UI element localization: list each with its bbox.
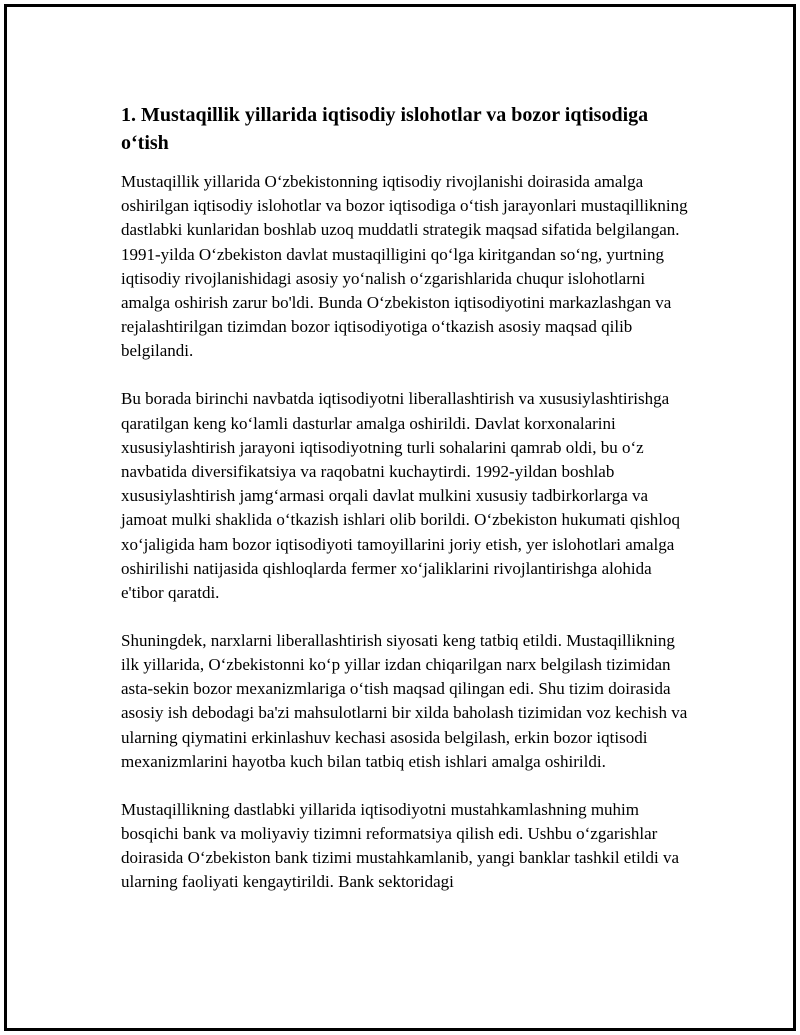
paragraph-4: Mustaqillikning dastlabki yillarida iqtisodiyotni mustahkamlashning muhim bosqichi bank va moliyaviy tizimni reformatsiya qilish edi. Ushbu o‘zgarishlar doirasida O‘zbekiston bank tizimi mustahkamlanib, yangi banklar tashkil etildi va ularning faoliyati kengaytirildi. Bank sektoridagi bbox=[121, 799, 680, 892]
document-body bbox=[121, 101, 693, 895]
paragraph-2: Bu borada birinchi navbatda iqtisodiyotni liberallashtirish va xususiylashtirishga qaratilgan keng ko‘lamli dasturlar amalga oshirildi. Davlat korxonalarini xususiylashtirish jarayoni iqtisodiyotning turli sohalarini qamrab oldi, bu o‘z navbatida diversifikatsiya va raqobatni kuchaytirdi. 1992-yildan boshlab xususiylashtirish jamg‘armasi orqali davlat mulkini xususiy tadbirkorlarga va jamoat mulki shaklida o‘tkazish ishlari olib borildi. O‘zbekiston hukumati qishloq xo‘jaligida ham bozor iqtisodiyoti tamoyillarini joriy etish, yer islohotlari amalga oshirilishi natijasida qishloqlarda fermer xo‘jaliklarini rivojlantirishga alohida e'tibor qaratdi. bbox=[121, 389, 681, 602]
page-frame bbox=[4, 4, 796, 1031]
paragraph-1: Mustaqillik yillarida O‘zbekistonning iqtisodiy rivojlanishi doirasida amalga oshirilgan iqtisodiy islohotlar va bozor iqtisodiga o‘tish jarayonlari mustaqillikning dastlabki kunlaridan boshlab uzoq muddatli strategik maqsad sifatida belgilangan. 1991-yilda O‘zbekiston davlat mustaqilligini qo‘lga kiritgandan so‘ng, yurtning iqtisodiy rivojlanishidagi asosiy yo‘nalish o‘zgarishlarida chuqur islohotlarni amalga oshirish zarur bo'ldi. Bunda O‘zbekiston iqtisodiyotini markazlashgan va rejalashtirilgan tizimdan bozor iqtisodiyotiga o‘tkazish asosiy maqsad qilib belgilandi. bbox=[121, 172, 688, 361]
paragraph-3: Shuningdek, narxlarni liberallashtirish siyosati keng tatbiq etildi. Mustaqillikning ilk yillarida, O‘zbekistonni ko‘p yillar izdan chiqarilgan narx belgilash tizimidan asta-sekin bozor mexanizmlariga o‘tish maqsad qilingan edi. Shu tizim doirasida asosiy ish debodagi ba'zi mahsulotlarni bir xilda baholash tizimidan voz kechish va ularning qiymatini erkinlashuv kechasi asosida belgilash, erkin bozor iqtisodi mexanizmlarini hayotba kuch bilan tatbiq etish ishlari amalga oshirildi. bbox=[121, 630, 688, 771]
section-heading: 1. Mustaqillik yillarida iqtisodiy islohotlar va bozor iqtisodiga o‘tish bbox=[121, 104, 649, 154]
